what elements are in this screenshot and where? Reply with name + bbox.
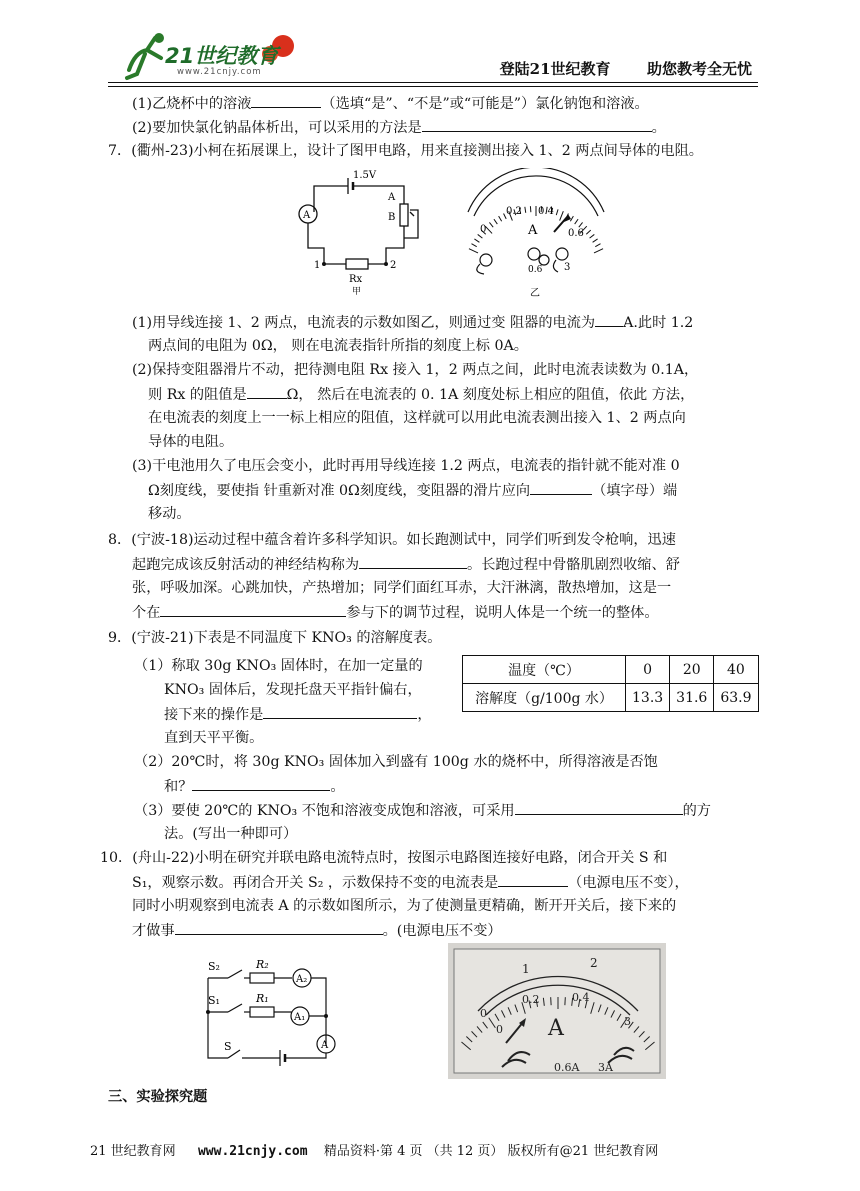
q7-part3-line2: Ω刻度线，要使指 针重新对准 0Ω刻度线，变阻器的滑片应向 （填字母）端 (148, 480, 677, 501)
answer-blank[interactable] (251, 93, 321, 108)
ammeter-label: A (303, 210, 311, 221)
q7-part1-line1: (1)用导线连接 1、2 两点，电流表的示数如图乙，则通过变 阻器的电流为 A.此时 1.2 (132, 312, 693, 333)
dial-tick-mark (560, 211, 564, 220)
point-1-label: 1 (314, 260, 321, 271)
answer-blank[interactable] (359, 554, 467, 569)
terminal-0.6: 0.6 (528, 265, 543, 275)
dial-tick-mark (494, 219, 497, 224)
dial-tick-0.2: 0.2 (506, 206, 522, 217)
answer-blank[interactable] (247, 384, 287, 399)
q8-line3: 张，呼吸加深。心跳加快，产热增加；同学们面红耳赤，大汗淋漓，散热增加，这是一 (132, 580, 672, 596)
switch-s2-label: S₂ (208, 960, 220, 973)
answer-blank[interactable] (263, 704, 417, 719)
answer-blank[interactable] (192, 776, 330, 791)
dial-tick-mark (586, 230, 590, 234)
meter-tick-1: 1 (522, 962, 530, 976)
logo-text: 21世纪教育 (165, 44, 279, 68)
figure-caption: 甲 (352, 287, 362, 297)
dial-tick-mark (575, 219, 578, 224)
q7-stem: 7．(衢州-23)小柯在拓展课上，设计了图甲电路，用来直接测出接入 1、2 两点间导体的电阻。 (108, 143, 703, 159)
footer-info: 精品资料·第 4 页 （共 12 页） 版权所有@21 世纪教育网 (323, 1144, 659, 1159)
meter-tick-0.2: 0.2 (522, 993, 540, 1006)
q9-part2-line1: （2）20℃时，将 30g KNO₃ 固体加入到盛有 100g 水的烧杯中，所得溶液是否饱 (134, 754, 658, 770)
table-cell: 0 (626, 656, 670, 684)
ammeter-a2-label: A₂ (296, 974, 308, 985)
battery-voltage-label: 1.5V (353, 170, 377, 181)
dial-tick-mark (593, 239, 598, 242)
q8-line1: 8．(宁波-18)运动过程中蕴含着许多科学知识。如长跑测试中，同学们听到发令枪响，迅速 (108, 532, 676, 548)
q9-part1-line1: （1）称取 30g KNO₃ 固体时，在加一定量的 (134, 658, 423, 674)
answer-blank[interactable] (422, 117, 652, 132)
q10-line4: 才做事 。(电源电压不变） (132, 920, 502, 941)
figure-caption: 乙 (530, 288, 540, 299)
table-header-cell: 温度（℃） (463, 656, 626, 684)
circuit-diagram-jia (286, 168, 426, 298)
rheostat-b-label: B (388, 212, 396, 223)
q9-stem: 9．(宁波-21)下表是不同温度下 KNO₃ 的溶解度表。 (108, 630, 442, 646)
q8-line4: 个在 参与下的调节过程，说明人体是一个统一的整体。 (132, 602, 659, 623)
point-2-label: 2 (390, 260, 397, 271)
dial-tick-mark (594, 249, 603, 253)
table-row (463, 656, 759, 684)
answer-blank[interactable] (160, 602, 346, 617)
slogan-right: 助您教考全无忧 (646, 60, 752, 78)
q7-part2-line1: (2)保持变阻器滑片不动，把待测电阻 Rx 接入 1，2 两点之间，此时电流表读数为 0.1A， (132, 362, 699, 378)
parallel-circuit-diagram (200, 950, 350, 1080)
q9-part1-line2: KNO₃ 固体后，发现托盘天平指针偏右， (164, 682, 422, 698)
q9-part3-line1: （3）要使 20℃的 KNO₃ 不饱和溶液变成饱和溶液，可采用 的方 (134, 800, 711, 821)
answer-blank[interactable] (515, 800, 683, 815)
terminal-3: 3 (564, 262, 571, 273)
meter-zero-left: 0 (480, 1007, 487, 1020)
rheostat-a-label: A (388, 192, 396, 203)
dial-tick-mark (471, 244, 476, 247)
q10-line1: 10．(舟山-22)小明在研究并联电路电流特点时，按图示电路图连接好电路，闭合开关 S 和 (100, 850, 668, 866)
header-rule-thin (108, 86, 758, 87)
answer-blank[interactable] (498, 872, 568, 887)
dial-tick-0.6: 0.6 (568, 228, 584, 239)
q10-line3: 同时小明观察到电流表 A 的示数如图所示，为了使测量更精确，断开开关后，接下来的 (132, 898, 677, 914)
q6-part2: (2)要加快氯化钠晶体析出，可以采用的方法是 。 (132, 117, 666, 138)
table-cell: 13.3 (626, 684, 670, 712)
answer-blank[interactable] (595, 312, 623, 327)
meter-tick-0.4: 0.4 (572, 991, 590, 1004)
page-footer (90, 1140, 658, 1159)
switch-s-label: S (224, 1040, 232, 1053)
q6-part1: (1)乙烧杯中的溶液 （选填“是”、“不是”或“可能是”）氯化钠饱和溶液。 (132, 93, 649, 114)
dial-tick-mark (469, 249, 478, 253)
q7-part3-line3: 移动。 (148, 506, 191, 522)
slogan-left: 登陆21世纪教育 (499, 60, 611, 78)
solubility-table (462, 655, 759, 712)
q9-part1-line4: 直到天平平衡。 (164, 730, 264, 746)
q7-part2-line4: 导体的电阻。 (148, 434, 234, 450)
answer-blank[interactable] (530, 480, 592, 495)
resistor-r1-label: R₁ (256, 992, 269, 1005)
section-heading: 三、实验探究题 (108, 1089, 208, 1105)
q7-part2-line2: 则 Rx 的阻值是 Ω， 然后在电流表的 0. 1A 刻度处标上相应的阻值，依此 方法， (148, 384, 694, 405)
dial-tick-mark (499, 216, 502, 221)
meter-end-3: 3 (624, 1015, 631, 1028)
footer-site-link[interactable]: www.21cnjy.com (197, 1144, 308, 1159)
meter-tick-2: 2 (590, 956, 598, 970)
dial-tick-mark (474, 239, 479, 242)
dial-unit: A (528, 223, 538, 238)
logo-url: www.21cnjy.com (177, 67, 262, 77)
table-header-cell: 溶解度（g/100g 水） (463, 684, 626, 712)
dial-tick-mark (525, 207, 526, 213)
ammeter-a1-label: A₁ (294, 1012, 306, 1023)
table-cell: 20 (670, 656, 714, 684)
q7-part3-line1: (3)干电池用久了电压会变小，此时再用导线连接 1.2 两点，电流表的指针就不能对准 0 (132, 458, 680, 474)
table-cell: 31.6 (670, 684, 714, 712)
table-cell: 40 (714, 656, 758, 684)
dial-tick-mark (590, 234, 595, 238)
resistor-r2-label: R₂ (256, 958, 269, 971)
header-slogan (500, 58, 752, 79)
q8-line2: 起跑完成该反射活动的神经结构称为 。长跑过程中骨骼肌剧烈收缩、舒 (132, 554, 680, 575)
q10-line2: S₁，观察示数。再闭合开关 S₂ ，示数保持不变的电流表是 （电源电压不变）， (132, 872, 689, 893)
table-row (463, 684, 759, 712)
q7-part2-line3: 在电流表的刻度上一一标上相应的阻值，这样就可以用此电流表测出接入 1、2 两点向 (148, 410, 686, 426)
meter-terminal-0.6A: 0.6A (554, 1061, 580, 1074)
dial-tick-mark (556, 209, 558, 215)
q9-part3-line2: 法。(写出一种即可） (164, 826, 298, 842)
answer-blank[interactable] (175, 920, 383, 935)
header-rule (108, 82, 758, 83)
q9-part1-line3: 接下来的操作是 ， (164, 704, 432, 725)
dial-tick-0.4: 0.4 (538, 206, 554, 217)
dial-tick-mark (595, 244, 600, 247)
q7-part1-line2: 两点间的电阻为 0Ω， 则在电流表指针所指的刻度上标 0A。 (148, 338, 528, 354)
meter-terminal-3A: 3A (598, 1061, 613, 1074)
footer-org: 21 世纪教育网 (90, 1144, 176, 1159)
ammeter-a-label: A (321, 1040, 329, 1051)
header-logo (115, 30, 305, 82)
ammeter-dial-yi (462, 168, 612, 300)
rx-label: Rx (349, 274, 363, 285)
table-cell: 63.9 (714, 684, 758, 712)
switch-s1-label: S₁ (208, 994, 220, 1007)
dial-tick-0: 0 (480, 224, 487, 235)
dial-tick-mark (489, 222, 493, 227)
q9-part2-line2: 和？ 。 (164, 776, 345, 797)
meter-zero-inner: 0 (496, 1023, 503, 1036)
ammeter-photo (448, 943, 666, 1079)
meter-unit: A (548, 1016, 564, 1041)
dial-tick-mark (579, 222, 583, 227)
